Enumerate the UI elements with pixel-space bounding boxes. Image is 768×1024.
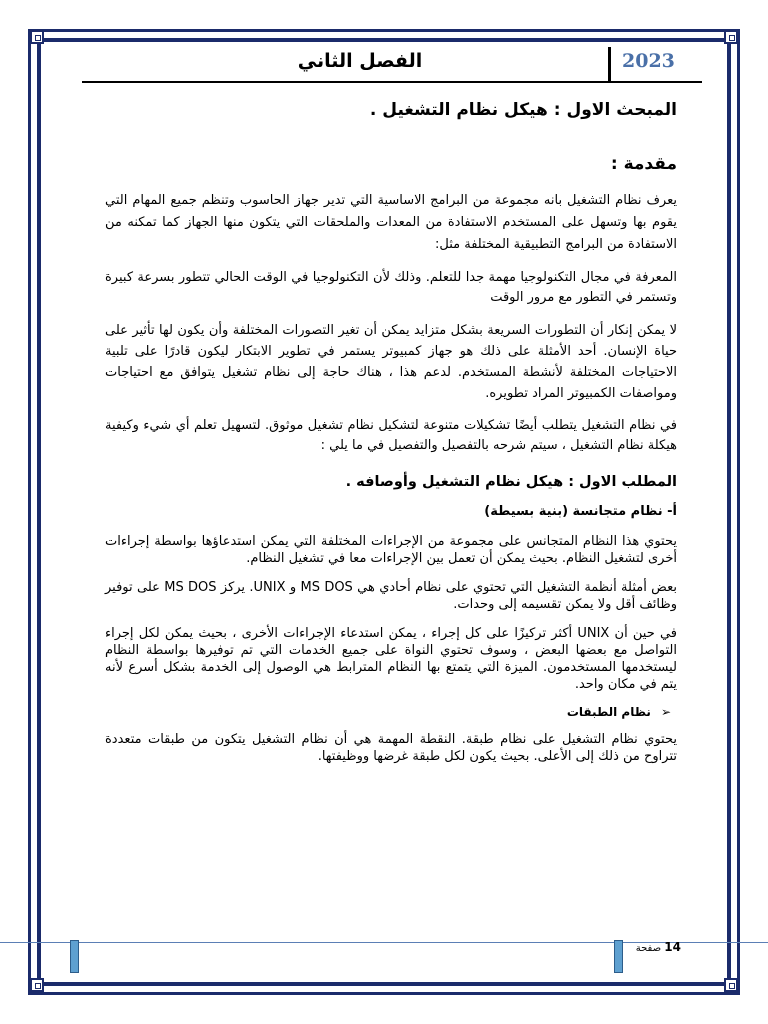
- bullet-layers: [105, 705, 677, 719]
- subsection-title: المطلب الاول : هيكل نظام التشغيل وأوصافه .: [345, 474, 677, 490]
- paragraph-layers: يحتوي نظام التشغيل على نظام طبقة. النقطة المهمة هي أن نظام التشغيل يتكون من طبقات متعددة تتراوح من ذلك إلى الأعلى. بحيث يكون لكل طبقة غرضها ووظيفتها.: [105, 732, 677, 764]
- bullet-layers-label: نظام الطبقات: [566, 705, 651, 719]
- corner-ornament-top-left: [30, 30, 44, 44]
- document-body: [105, 92, 677, 765]
- page-number-value: 14: [664, 940, 681, 954]
- item-a-title: أ- نظام متجانسة (بنية بسيطة): [484, 504, 677, 519]
- header-chapter-title: الفصل الثاني: [297, 50, 423, 72]
- paragraph-unix: في حين أن UNIX أكثر تركيزًا على كل إجراء ، يمكن استدعاء الإجراءات الأخرى ، بحيث يمكن لكل إجراء التواصل مع بعضها البعض ، وسوف تحتوي النواة على جميع الخدمات التي تم توفيرها بواسطة النظام ليستخدمها المستخدمون. الميزة التي يتمتع بها النظام المترابط هي الوصول إلى الخدمة بشكل أسرع لأنه يتم في مكان واحد.: [105, 626, 677, 692]
- header-year: 2023: [622, 50, 675, 72]
- header-divider: [608, 47, 611, 81]
- corner-ornament-bottom-left: [30, 978, 44, 992]
- paragraph-technology: المعرفة في مجال التكنولوجيا مهمة جدا للتعلم. وذلك لأن التكنولوجيا في الوقت الحالي تتطور بسرعة كبيرة وتستمر في التطور مع مرور الوقت: [105, 270, 677, 305]
- corner-ornament-bottom-right: [724, 978, 738, 992]
- paragraph-monolithic: يحتوي هذا النظام المتجانس على مجموعة من الإجراءات المختلفة التي يمكن استدعاؤها بواسطة إجراءات أخرى لتشغيل النظام. بحيث يمكن أن تعمل بين الإجراءات معا في تشغيل النظام.: [105, 534, 677, 566]
- section-title: المبحث الاول : هيكل نظام التشغيل .: [369, 100, 677, 120]
- paragraph-examples: بعض أمثلة أنظمة التشغيل التي تحتوي على نظام أحادي هي MS DOS و UNIX. يركز MS DOS على توفير وظائف أقل ولا يمكن تقسيمه إلى وحدات.: [105, 580, 677, 612]
- page-number: [625, 940, 681, 954]
- paragraph-structures: في نظام التشغيل يتطلب أيضًا تشكيلات متنوعة لتشكيل نظام تشغيل موثوق. لتسهيل تعلم أي شيء وكيفية هيكلة نظام التشغيل ، سيتم شرحه بالتفصيل والتفصيل في ما يلي :: [105, 418, 677, 453]
- header-rule: [82, 81, 702, 83]
- paragraph-developments: لا يمكن إنكار أن التطورات السريعة بشكل متزايد يمكن أن تغير التصورات المختلفة وأن يكون لها تأثير على حياة الإنسان. أحد الأمثلة على ذلك هو جهاز كمبيوتر يستمر في تطوير الابتكار ليكون قادرًا على تلبية الاحتياجات المختلفة لأنشطة المستخدم. لدعم هذا ، هناك حاجة إلى نظام تشغيل يتوافق مع احتياجات ومواصفات الكمبيوتر المراد تطويره.: [105, 323, 677, 401]
- footer-tab-left: [70, 940, 79, 973]
- arrow-bullet-icon: ➢: [660, 705, 671, 719]
- intro-title: مقدمة :: [610, 154, 677, 174]
- footer-tab-right: [614, 940, 623, 973]
- page-number-label: صفحة: [635, 943, 662, 954]
- corner-ornament-top-right: [724, 30, 738, 44]
- paragraph-definition: يعرف نظام التشغيل بانه مجموعة من البرامج الاساسية التي تدير جهاز الحاسوب وتنظم جميع المهام التي يقوم بها وتسهل على المستخدم الاستفادة من المعدات والملحقات التي يتكون منها الجهاز كما تمكنه من الاستفادة من البرامج التطبيقية المختلفة مثل:: [105, 193, 677, 252]
